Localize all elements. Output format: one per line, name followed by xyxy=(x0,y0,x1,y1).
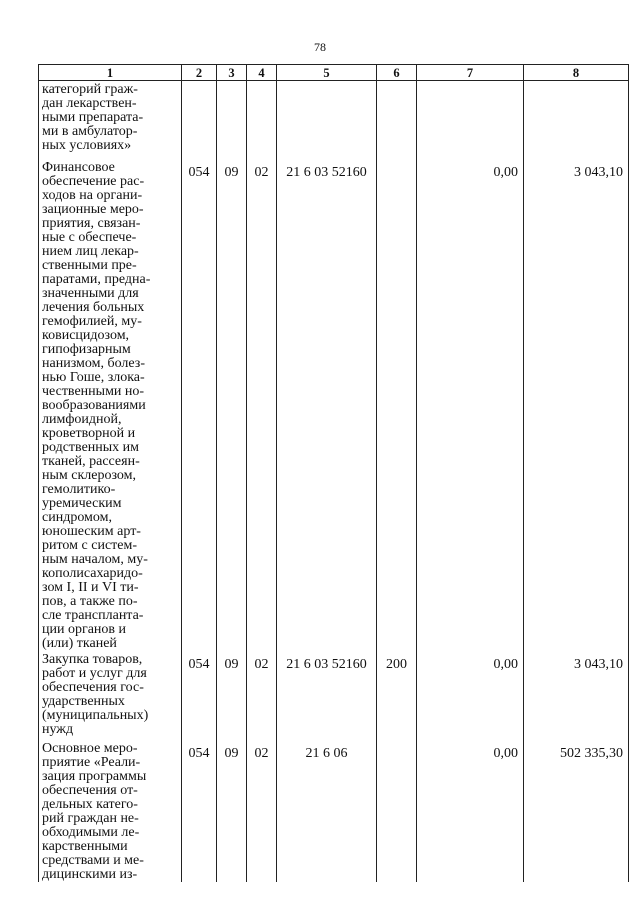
page-number: 78 xyxy=(314,40,326,54)
target-code-cell xyxy=(277,81,377,159)
row-name-line: рий граждан не- xyxy=(42,810,139,826)
row-name-line: значенными для xyxy=(42,285,139,301)
section-code-cell xyxy=(217,81,247,159)
subsection-code-cell xyxy=(247,159,277,651)
row-name-line: ным склерозом, xyxy=(42,467,137,483)
column-header-subsection: 4 xyxy=(247,65,277,81)
row-name-line: ми в амбулатор- xyxy=(42,124,138,139)
col8-value: 3 043,10 xyxy=(574,656,623,672)
row-name-line: нием лиц лекар- xyxy=(42,243,139,259)
col7-value-cell xyxy=(417,81,524,159)
budget-table xyxy=(38,64,629,882)
row-name-cell xyxy=(39,740,182,882)
table-body xyxy=(39,81,629,882)
target-code-cell xyxy=(277,159,377,651)
column-header-ministry: 2 xyxy=(182,65,217,81)
row-name-line: лимфоидной, xyxy=(42,411,122,427)
column-header-col8: 8 xyxy=(524,65,629,81)
row-name-line: нанизмом, болез- xyxy=(42,355,145,371)
row-name-line: дан лекарствен- xyxy=(42,96,137,111)
column-header-section: 3 xyxy=(217,65,247,81)
row-name-line: обходимыми ле- xyxy=(42,824,140,840)
row-name-line: вообразованиями xyxy=(42,397,146,413)
row-name-line: ными препарата- xyxy=(42,110,144,125)
table-header xyxy=(39,65,629,81)
ministry-code-cell xyxy=(182,740,217,882)
col8-value xyxy=(528,81,623,88)
row-name-line: тканей, рассеян- xyxy=(42,453,140,469)
ministry-code: 054 xyxy=(188,656,210,672)
row-name-line: Закупка товаров, xyxy=(42,651,143,667)
row-name-line: кополисахаридо- xyxy=(42,565,143,581)
expense-type-code xyxy=(381,159,412,166)
row-name-line: ритом с систем- xyxy=(42,537,138,553)
subsection-code-cell xyxy=(247,651,277,740)
col7-value-cell xyxy=(417,159,524,651)
row-name-line: ных условиях» xyxy=(42,138,132,153)
expense-type-code-cell xyxy=(377,81,417,159)
section-code-cell xyxy=(217,740,247,882)
section-code-cell xyxy=(217,651,247,740)
row-name-line: зация программы xyxy=(42,768,147,784)
subsection-code xyxy=(251,81,272,88)
expense-type-code xyxy=(381,740,412,747)
row-name-line: Финансовое xyxy=(42,159,115,175)
row-name-line: паратами, предна- xyxy=(42,271,151,287)
col7-value-cell xyxy=(417,651,524,740)
row-name-line: дицинскими из- xyxy=(42,866,138,882)
table-row xyxy=(39,159,629,651)
row-name-line: синдромом, xyxy=(42,509,113,525)
row-name-line: зационные меро- xyxy=(42,201,144,217)
subsection-code-cell xyxy=(247,81,277,159)
ministry-code-cell xyxy=(182,651,217,740)
row-name-line: уремическим xyxy=(42,495,122,511)
row-name-line: лечения больных xyxy=(42,299,145,315)
row-name-line: чественными но- xyxy=(42,383,145,399)
col8-value-cell xyxy=(524,651,629,740)
table-row xyxy=(39,81,629,159)
subsection-code-cell xyxy=(247,740,277,882)
col7-value: 0,00 xyxy=(493,164,518,180)
row-name-line: ным началом, му- xyxy=(42,551,148,567)
row-name-line: гипофизарным xyxy=(42,341,131,357)
expense-type-code: 200 xyxy=(386,656,407,672)
row-name-line: кроветворной и xyxy=(42,425,136,441)
row-name-line: Основное меро- xyxy=(42,740,138,756)
section-code-cell xyxy=(217,159,247,651)
row-name-line: ции органов и xyxy=(42,621,127,637)
row-name-line: гемолитико- xyxy=(42,481,116,497)
row-name-line: гемофилией, му- xyxy=(42,313,142,329)
row-name-line: ковисцидозом, xyxy=(42,327,130,343)
ministry-code-cell xyxy=(182,81,217,159)
ministry-code-cell xyxy=(182,159,217,651)
expense-type-code-cell xyxy=(377,159,417,651)
row-name-cell xyxy=(39,651,182,740)
column-header-expense-type: 6 xyxy=(377,65,417,81)
table-row xyxy=(39,740,629,882)
row-name-line: нью Гоше, злока- xyxy=(42,369,145,385)
row-name-line: ударственных xyxy=(42,693,125,709)
column-header-col7: 7 xyxy=(417,65,524,81)
target-code xyxy=(281,81,372,88)
row-name-line: нужд xyxy=(42,721,74,737)
col8-value-cell xyxy=(524,740,629,882)
subsection-code: 02 xyxy=(254,164,269,180)
row-name-cell xyxy=(39,81,182,159)
row-name-line: (или) тканей xyxy=(42,635,117,651)
ministry-code: 054 xyxy=(188,745,210,761)
row-name-line: (муниципальных) xyxy=(42,707,149,723)
row-name-line: приятия, связан- xyxy=(42,215,141,231)
row-name-cell xyxy=(39,159,182,651)
target-code: 21 6 03 52160 xyxy=(286,656,367,672)
col7-value xyxy=(421,81,518,88)
section-code: 09 xyxy=(224,745,239,761)
col7-value-cell xyxy=(417,740,524,882)
row-name-line: родственных им xyxy=(42,439,140,455)
row-name-line: обеспечения от- xyxy=(42,782,138,798)
ministry-code xyxy=(186,81,212,88)
row-name-line: обеспечения гос- xyxy=(42,679,144,695)
row-name-line: сле транспланта- xyxy=(42,607,144,623)
row-name-line: ходов на органи- xyxy=(42,187,143,203)
row-name-line: средствами и ме- xyxy=(42,852,144,868)
expense-type-code-cell xyxy=(377,740,417,882)
col8-value-cell xyxy=(524,159,629,651)
row-name-line: приятие «Реали- xyxy=(42,754,141,770)
expense-type-code-cell xyxy=(377,651,417,740)
table-row xyxy=(39,651,629,740)
ministry-code: 054 xyxy=(188,164,210,180)
section-code: 09 xyxy=(224,656,239,672)
col8-value-cell xyxy=(524,81,629,159)
column-header-name: 1 xyxy=(39,65,182,81)
section-code: 09 xyxy=(224,164,239,180)
row-name-line: пов, а также по- xyxy=(42,593,138,609)
row-name-line: ные с обеспече- xyxy=(42,229,137,245)
target-code: 21 6 03 52160 xyxy=(286,164,367,180)
target-code-cell xyxy=(277,740,377,882)
row-name-line: юношеским арт- xyxy=(42,523,141,539)
subsection-code: 02 xyxy=(254,745,269,761)
row-name-line: ственными пре- xyxy=(42,257,137,273)
col7-value: 0,00 xyxy=(493,656,518,672)
subsection-code: 02 xyxy=(254,656,269,672)
col7-value: 0,00 xyxy=(493,745,518,761)
row-name-line: дельных катего- xyxy=(42,796,138,812)
row-name-line: зом I, II и VI ти- xyxy=(42,579,139,595)
section-code xyxy=(221,81,242,88)
row-name-line: категорий граж- xyxy=(42,82,138,97)
row-name-line: работ и услуг для xyxy=(42,665,147,681)
row-name-line: карственными xyxy=(42,838,128,854)
target-code: 21 6 06 xyxy=(305,745,348,761)
row-name-line: обеспечение рас- xyxy=(42,173,145,189)
expense-type-code xyxy=(381,81,412,88)
col8-value: 502 335,30 xyxy=(560,745,623,761)
column-header-target: 5 xyxy=(277,65,377,81)
col8-value: 3 043,10 xyxy=(574,164,623,180)
target-code-cell xyxy=(277,651,377,740)
